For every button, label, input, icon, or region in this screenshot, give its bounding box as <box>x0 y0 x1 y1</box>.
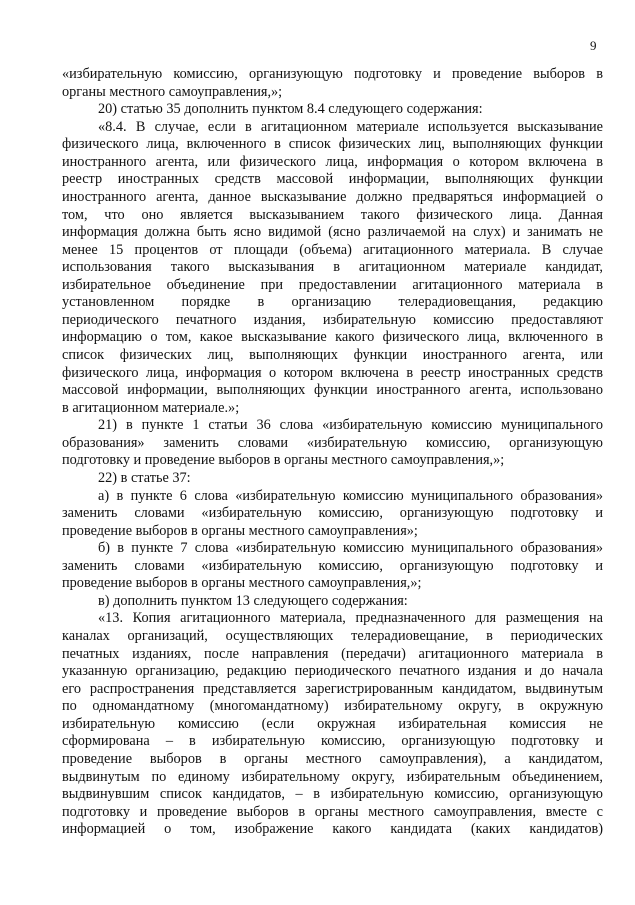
text-line: «13. Копия агитационного материала, предназначенного для размещения на <box>98 610 603 627</box>
text-line: проведение выборов в органы местного самоуправления), а кандидатом, <box>62 750 603 767</box>
text-line: 21) в пункте 1 статьи 36 слова «избирательную комиссию муниципального <box>98 417 603 434</box>
text-line: 20) статью 35 дополнить пунктом 8.4 следующего содержания: <box>98 101 483 118</box>
text-line: физического лица, включенного в список физических лиц, выполняющих функции <box>62 136 603 153</box>
text-line: заменить словами «избирательную комиссию, организующую подготовку и <box>62 557 603 574</box>
text-line: б) в пункте 7 слова «избирательную комиссию муниципального образования» <box>98 540 603 557</box>
text-line: иностранного агента, или физического лица, информация о котором включена в <box>62 153 603 170</box>
text-line: менее 15 процентов от площади (объема) агитационного материала. В случае <box>62 241 603 258</box>
text-line: выдвинутым по единому избирательному округу, избирательным объединением, <box>62 768 603 785</box>
text-line: а) в пункте 6 слова «избирательную комиссию муниципального образования» <box>98 487 603 504</box>
text-line: реестр иностранных средств массовой информации, выполняющих функции <box>62 171 603 188</box>
text-line: информацией о том, изображение какого кандидата (каких кандидатов) <box>62 821 603 838</box>
text-line: «8.4. В случае, если в агитационном материале используется высказывание <box>98 118 603 135</box>
text-line: 22) в статье 37: <box>98 469 191 486</box>
text-line: его распространения представляется зарегистрированным кандидатом, выдвинутым <box>62 680 603 697</box>
text-line: информацию о том, какое высказывание какого физического лица, включенного в <box>62 329 603 346</box>
text-line: выдвинувшим список кандидатов, – в избирательную комиссию, организующую <box>62 786 603 803</box>
text-line: печатных изданиях, после направления (передачи) агитационного материала в <box>62 645 603 662</box>
text-line: по одномандатному (многомандатному) избирательному округу, в окружную <box>62 698 603 715</box>
text-line: подготовку и проведение выборов в органы местного самоуправления,»; <box>62 452 505 469</box>
text-line: избирательное объединение при предоставлении агитационного материала в <box>62 276 603 293</box>
text-line: сформирована – в избирательную комиссию, организующую подготовку и <box>62 733 603 750</box>
text-line: список физических лиц, выполняющих функции иностранного агента, или <box>62 347 603 363</box>
text-line: подготовку и проведение выборов в органы местного самоуправления, вместе с <box>62 803 603 820</box>
text-line: проведение выборов в органы местного самоуправления,»; <box>62 575 422 592</box>
text-line: каналах организаций, осуществляющих телерадиовещание, в периодических <box>62 628 603 644</box>
text-line: в) дополнить пунктом 13 следующего содержания: <box>98 592 408 609</box>
text-line: иностранного агента, данное высказывание должно предваряться информацией о <box>62 188 603 205</box>
text-line: периодического печатного издания, избирательную комиссию предоставляют <box>62 311 603 328</box>
page-number: 9 <box>590 38 597 53</box>
text-line: использования такого высказывания в агитационном материале кандидат, <box>62 259 603 276</box>
text-line: информация должна быть ясно видимой (ясно различаемой на слух) и занимать не <box>62 224 603 241</box>
text-line: физического лица, информация о котором включена в реестр иностранных средств <box>62 364 603 381</box>
text-line: установленном порядке в организацию телерадиовещания, редакцию <box>62 294 603 311</box>
text-line: проведение выборов в органы местного самоуправления»; <box>62 522 418 539</box>
text-line: указанную организацию, редакцию периодического печатного издания и до начала <box>62 663 603 680</box>
text-line: в агитационном материале.»; <box>62 399 240 416</box>
text-line: избирательную комиссию (если окружная избирательная комиссия не <box>62 715 603 732</box>
text-line: массовой информации, выполняющих функции иностранного агента, использовано <box>62 382 603 399</box>
text-line: заменить словами «избирательную комиссию, организующую подготовку и <box>62 505 603 522</box>
text-line: «избирательную комиссию, организующую подготовку и проведение выборов в <box>62 66 603 82</box>
text-line: образования» заменить словами «избирательную комиссию, организующую <box>62 434 603 451</box>
text-line: органы местного самоуправления,»; <box>62 83 283 100</box>
text-line: том, что оно является высказыванием такого физического лица. Данная <box>62 206 603 223</box>
document-body <box>62 66 603 839</box>
